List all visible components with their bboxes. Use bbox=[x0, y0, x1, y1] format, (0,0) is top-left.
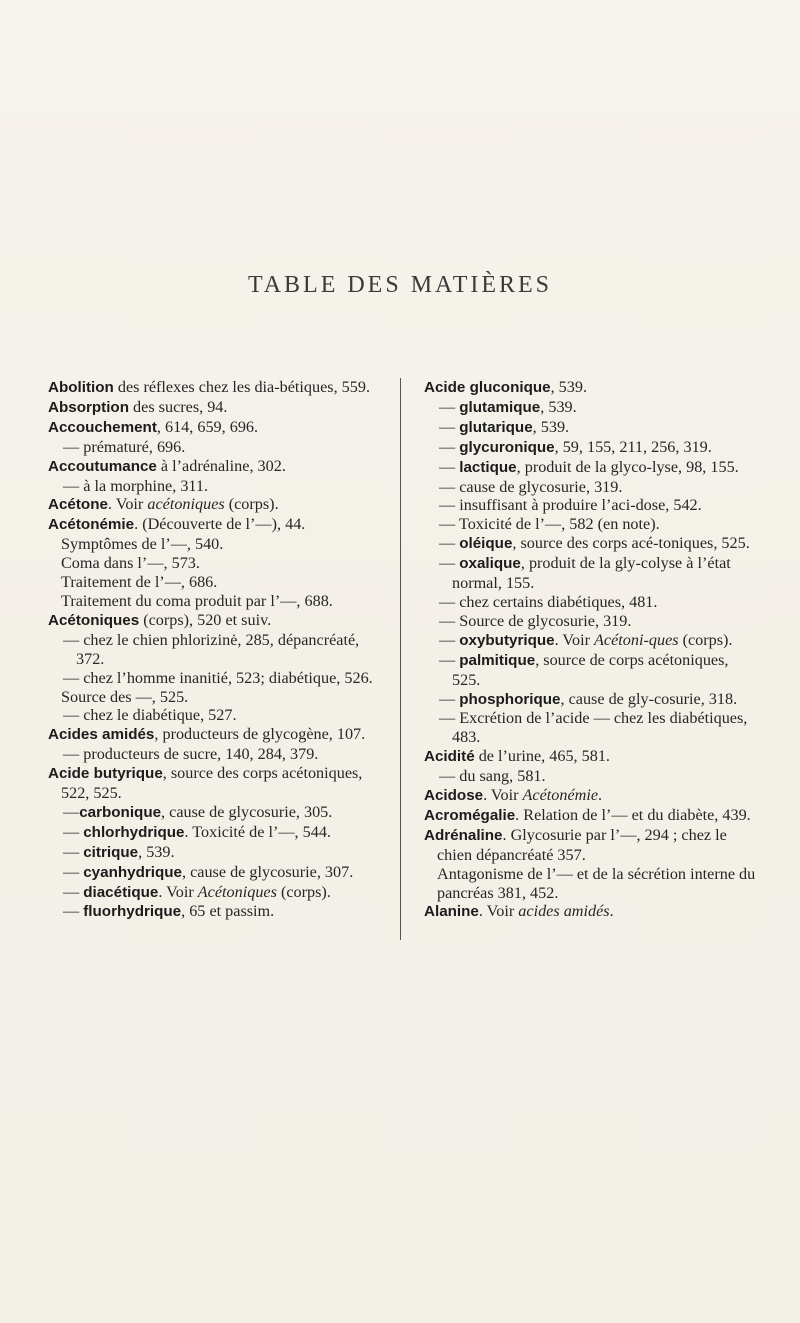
entry-dash: — bbox=[439, 534, 460, 553]
entry-text: , producteurs de glycogène, 107. bbox=[154, 725, 366, 744]
index-entry bbox=[48, 495, 383, 515]
entry-term: Abolition bbox=[48, 379, 114, 396]
entry-text: , produit de la gly-colyse à l’état normal, 155. bbox=[452, 554, 731, 593]
entry-text: . Voir bbox=[554, 630, 595, 649]
index-entry bbox=[48, 803, 383, 823]
entry-text-after: (corps). bbox=[678, 630, 733, 649]
entry-reference: Acétoni-ques bbox=[594, 630, 679, 649]
entry-reference: acides amidés bbox=[518, 902, 610, 921]
index-entry bbox=[48, 438, 383, 457]
entry-dash: — bbox=[439, 397, 460, 416]
entry-text: — producteurs de sucre, 140, 284, 379. bbox=[63, 745, 319, 764]
entry-text: des sucres, 94. bbox=[129, 397, 228, 416]
entry-dash: — bbox=[439, 417, 460, 436]
index-entry bbox=[48, 477, 383, 496]
entry-term: Accouchement bbox=[48, 418, 157, 436]
index-entry bbox=[48, 554, 383, 573]
entry-term: Acide gluconique bbox=[424, 379, 551, 396]
entry-text: , 539. bbox=[532, 417, 570, 436]
entry-dash: — bbox=[63, 822, 84, 841]
entry-dash: — bbox=[439, 630, 460, 649]
entry-text: , cause de gly-cosurie, 318. bbox=[560, 689, 738, 708]
entry-term: Adrénaline bbox=[424, 826, 503, 844]
entry-text: — chez le chien phlorizinė, 285, dépancréaté, 372. bbox=[63, 630, 360, 668]
entry-text: — Excrétion de l’acide — chez les diabétiques, 483. bbox=[439, 709, 748, 747]
entry-text: — chez certains diabétiques, 481. bbox=[439, 592, 658, 611]
index-entry bbox=[424, 612, 759, 631]
entry-text: Traitement de l’—, 686. bbox=[61, 573, 218, 592]
entry-term: Acide butyrique bbox=[48, 765, 163, 783]
entry-text: — du sang, 581. bbox=[439, 767, 546, 786]
entry-dash: — bbox=[439, 554, 460, 573]
entry-term: Accoutumance bbox=[48, 457, 157, 475]
entry-text: — Source de glycosurie, 319. bbox=[439, 611, 632, 630]
index-entry bbox=[48, 457, 383, 477]
entry-text: à l’adrénaline, 302. bbox=[156, 456, 286, 475]
entry-term: Acétonémie bbox=[48, 516, 135, 534]
index-entry bbox=[48, 631, 383, 669]
entry-term: glutarique bbox=[459, 418, 533, 436]
entry-term: cyanhydrique bbox=[83, 863, 182, 881]
index-entry bbox=[424, 478, 759, 497]
entry-term: glutamique bbox=[459, 398, 541, 416]
entry-term: Acétoniques bbox=[48, 611, 140, 629]
entry-dash: — bbox=[63, 842, 84, 861]
entry-term: Acromégalie bbox=[424, 806, 516, 824]
entry-term: carbonique bbox=[79, 803, 162, 821]
index-entry bbox=[424, 767, 759, 786]
entry-dash: — bbox=[439, 457, 460, 476]
entry-dash: — bbox=[439, 437, 460, 456]
entry-text: Symptômes de l’—, 540. bbox=[61, 535, 224, 554]
entry-text-after: . bbox=[609, 902, 614, 921]
entry-text: — cause de glycosurie, 319. bbox=[439, 477, 623, 496]
index-entry bbox=[424, 515, 759, 534]
index-entry bbox=[424, 418, 759, 438]
entry-text: . Toxicité de l’—, 544. bbox=[184, 822, 331, 841]
entry-term: oxalique bbox=[459, 555, 521, 573]
index-entry bbox=[424, 534, 759, 554]
entry-text: Coma dans l’—, 573. bbox=[61, 554, 200, 573]
entry-dash: — bbox=[439, 689, 460, 708]
column-divider bbox=[400, 378, 401, 940]
entry-text: , 539. bbox=[540, 397, 577, 416]
entry-text: — prématuré, 696. bbox=[63, 437, 186, 456]
index-entry bbox=[424, 865, 759, 903]
index-entry bbox=[424, 631, 759, 651]
index-entry bbox=[48, 745, 383, 764]
entry-text: , produit de la glyco-lyse, 98, 155. bbox=[516, 457, 739, 476]
entry-text: — chez le diabétique, 527. bbox=[63, 706, 237, 725]
index-entry bbox=[48, 902, 383, 922]
entry-term: Acides amidés bbox=[48, 726, 155, 744]
index-entry bbox=[424, 709, 759, 747]
entry-dash: — bbox=[63, 902, 84, 921]
entry-text: . Voir bbox=[158, 882, 198, 901]
entry-reference: Acétoniques bbox=[197, 882, 277, 901]
entry-dash: — bbox=[63, 802, 80, 821]
entry-term: phosphorique bbox=[459, 690, 561, 708]
entry-term: diacétique bbox=[83, 883, 159, 901]
index-entry bbox=[424, 786, 759, 806]
index-entry bbox=[48, 398, 383, 418]
index-entry bbox=[48, 725, 383, 745]
entry-text: . Voir bbox=[483, 786, 523, 805]
index-entry bbox=[48, 688, 383, 707]
index-entry bbox=[48, 843, 383, 863]
entry-text: — à la morphine, 311. bbox=[63, 476, 209, 495]
index-entry bbox=[424, 651, 759, 690]
entry-term: chlorhydrique bbox=[83, 823, 185, 841]
entry-text: — Toxicité de l’—, 582 (en note). bbox=[439, 515, 660, 534]
entry-text: . (Découverte de l’—), 44. bbox=[134, 515, 306, 534]
index-entry bbox=[424, 806, 759, 826]
index-entry bbox=[424, 826, 759, 865]
entry-text-after: . bbox=[598, 786, 603, 805]
index-entry bbox=[48, 378, 383, 398]
entry-text: — chez l’homme inanitié, 523; diabétique, 526. bbox=[63, 668, 373, 687]
entry-term: Absorption bbox=[48, 398, 129, 416]
entry-reference: acétoniques bbox=[147, 495, 225, 514]
entry-text: , source de corps acétoniques, 525. bbox=[452, 650, 729, 689]
index-entry bbox=[48, 764, 383, 803]
index-entry bbox=[48, 573, 383, 592]
entry-text: , 65 et passim. bbox=[181, 902, 275, 921]
entry-text-after: (corps). bbox=[276, 882, 331, 901]
index-entry bbox=[424, 496, 759, 515]
index-entry bbox=[48, 418, 383, 438]
index-column-left bbox=[48, 378, 383, 922]
entry-term: glycuronique bbox=[459, 438, 555, 456]
entry-reference: Acétonémie bbox=[522, 786, 599, 805]
entry-text: Source des —, 525. bbox=[61, 687, 189, 706]
index-entry bbox=[48, 669, 383, 688]
entry-term: lactique bbox=[459, 458, 517, 476]
index-entry bbox=[48, 535, 383, 554]
entry-text: — insuffisant à produire l’aci-dose, 542. bbox=[439, 496, 702, 515]
entry-text: des réflexes chez les dia-bétiques, 559. bbox=[113, 378, 370, 396]
index-entry bbox=[48, 823, 383, 843]
entry-term: palmitique bbox=[459, 651, 536, 669]
index-entry bbox=[424, 690, 759, 710]
entry-text: . Voir bbox=[478, 902, 519, 921]
index-entry bbox=[424, 554, 759, 593]
index-entry bbox=[48, 706, 383, 725]
entry-term: Alanine bbox=[424, 903, 479, 921]
index-entry bbox=[424, 747, 759, 767]
entry-text: . Voir bbox=[107, 495, 148, 514]
entry-text: . Relation de l’— et du diabète, 439. bbox=[515, 805, 751, 824]
entry-text: , 614, 659, 696. bbox=[156, 417, 259, 436]
entry-text: , 59, 155, 211, 256, 319. bbox=[554, 437, 712, 456]
entry-text: , cause de glycosurie, 307. bbox=[181, 862, 354, 881]
entry-text: , source des corps acé-toniques, 525. bbox=[512, 534, 750, 553]
entry-dash: — bbox=[63, 862, 84, 881]
entry-dash: — bbox=[439, 650, 460, 669]
entry-text-after: (corps). bbox=[224, 495, 279, 514]
index-entry bbox=[424, 902, 759, 922]
entry-text: , 539. bbox=[138, 842, 175, 861]
index-entry bbox=[424, 398, 759, 418]
entry-term: Acidité bbox=[424, 748, 475, 766]
entry-text: de l’urine, 465, 581. bbox=[474, 747, 610, 766]
index-entry bbox=[48, 515, 383, 535]
index-entry bbox=[424, 378, 759, 398]
index-entry bbox=[424, 438, 759, 458]
entry-term: Acidose bbox=[424, 787, 484, 805]
entry-text: , cause de glycosurie, 305. bbox=[161, 802, 333, 821]
page-title: TABLE DES MATIÈRES bbox=[247, 272, 553, 298]
index-column-right bbox=[424, 378, 759, 922]
index-entry bbox=[48, 863, 383, 883]
entry-term: oxybutyrique bbox=[459, 631, 555, 649]
entry-term: Acétone bbox=[48, 496, 108, 514]
index-entry bbox=[424, 458, 759, 478]
entry-term: oléique bbox=[459, 535, 513, 553]
entry-text: (corps), 520 et suiv. bbox=[139, 610, 272, 629]
entry-term: fluorhydrique bbox=[83, 903, 182, 921]
entry-text: , 539. bbox=[550, 378, 587, 396]
entry-text: Antagonisme de l’— et de la sécrétion interne du pancréas 381, 452. bbox=[437, 864, 756, 902]
entry-text: Traitement du coma produit par l’—, 688. bbox=[61, 591, 333, 610]
entry-term: citrique bbox=[83, 843, 139, 861]
index-entry bbox=[48, 611, 383, 631]
index-entry bbox=[48, 883, 383, 903]
entry-text: , source des corps acétoniques, 522, 525. bbox=[61, 764, 363, 803]
entry-text: . Glycosurie par l’—, 294 ; chez le chien dépancréaté 357. bbox=[437, 825, 727, 864]
index-entry bbox=[48, 592, 383, 611]
entry-dash: — bbox=[63, 882, 84, 901]
index-entry bbox=[424, 593, 759, 612]
